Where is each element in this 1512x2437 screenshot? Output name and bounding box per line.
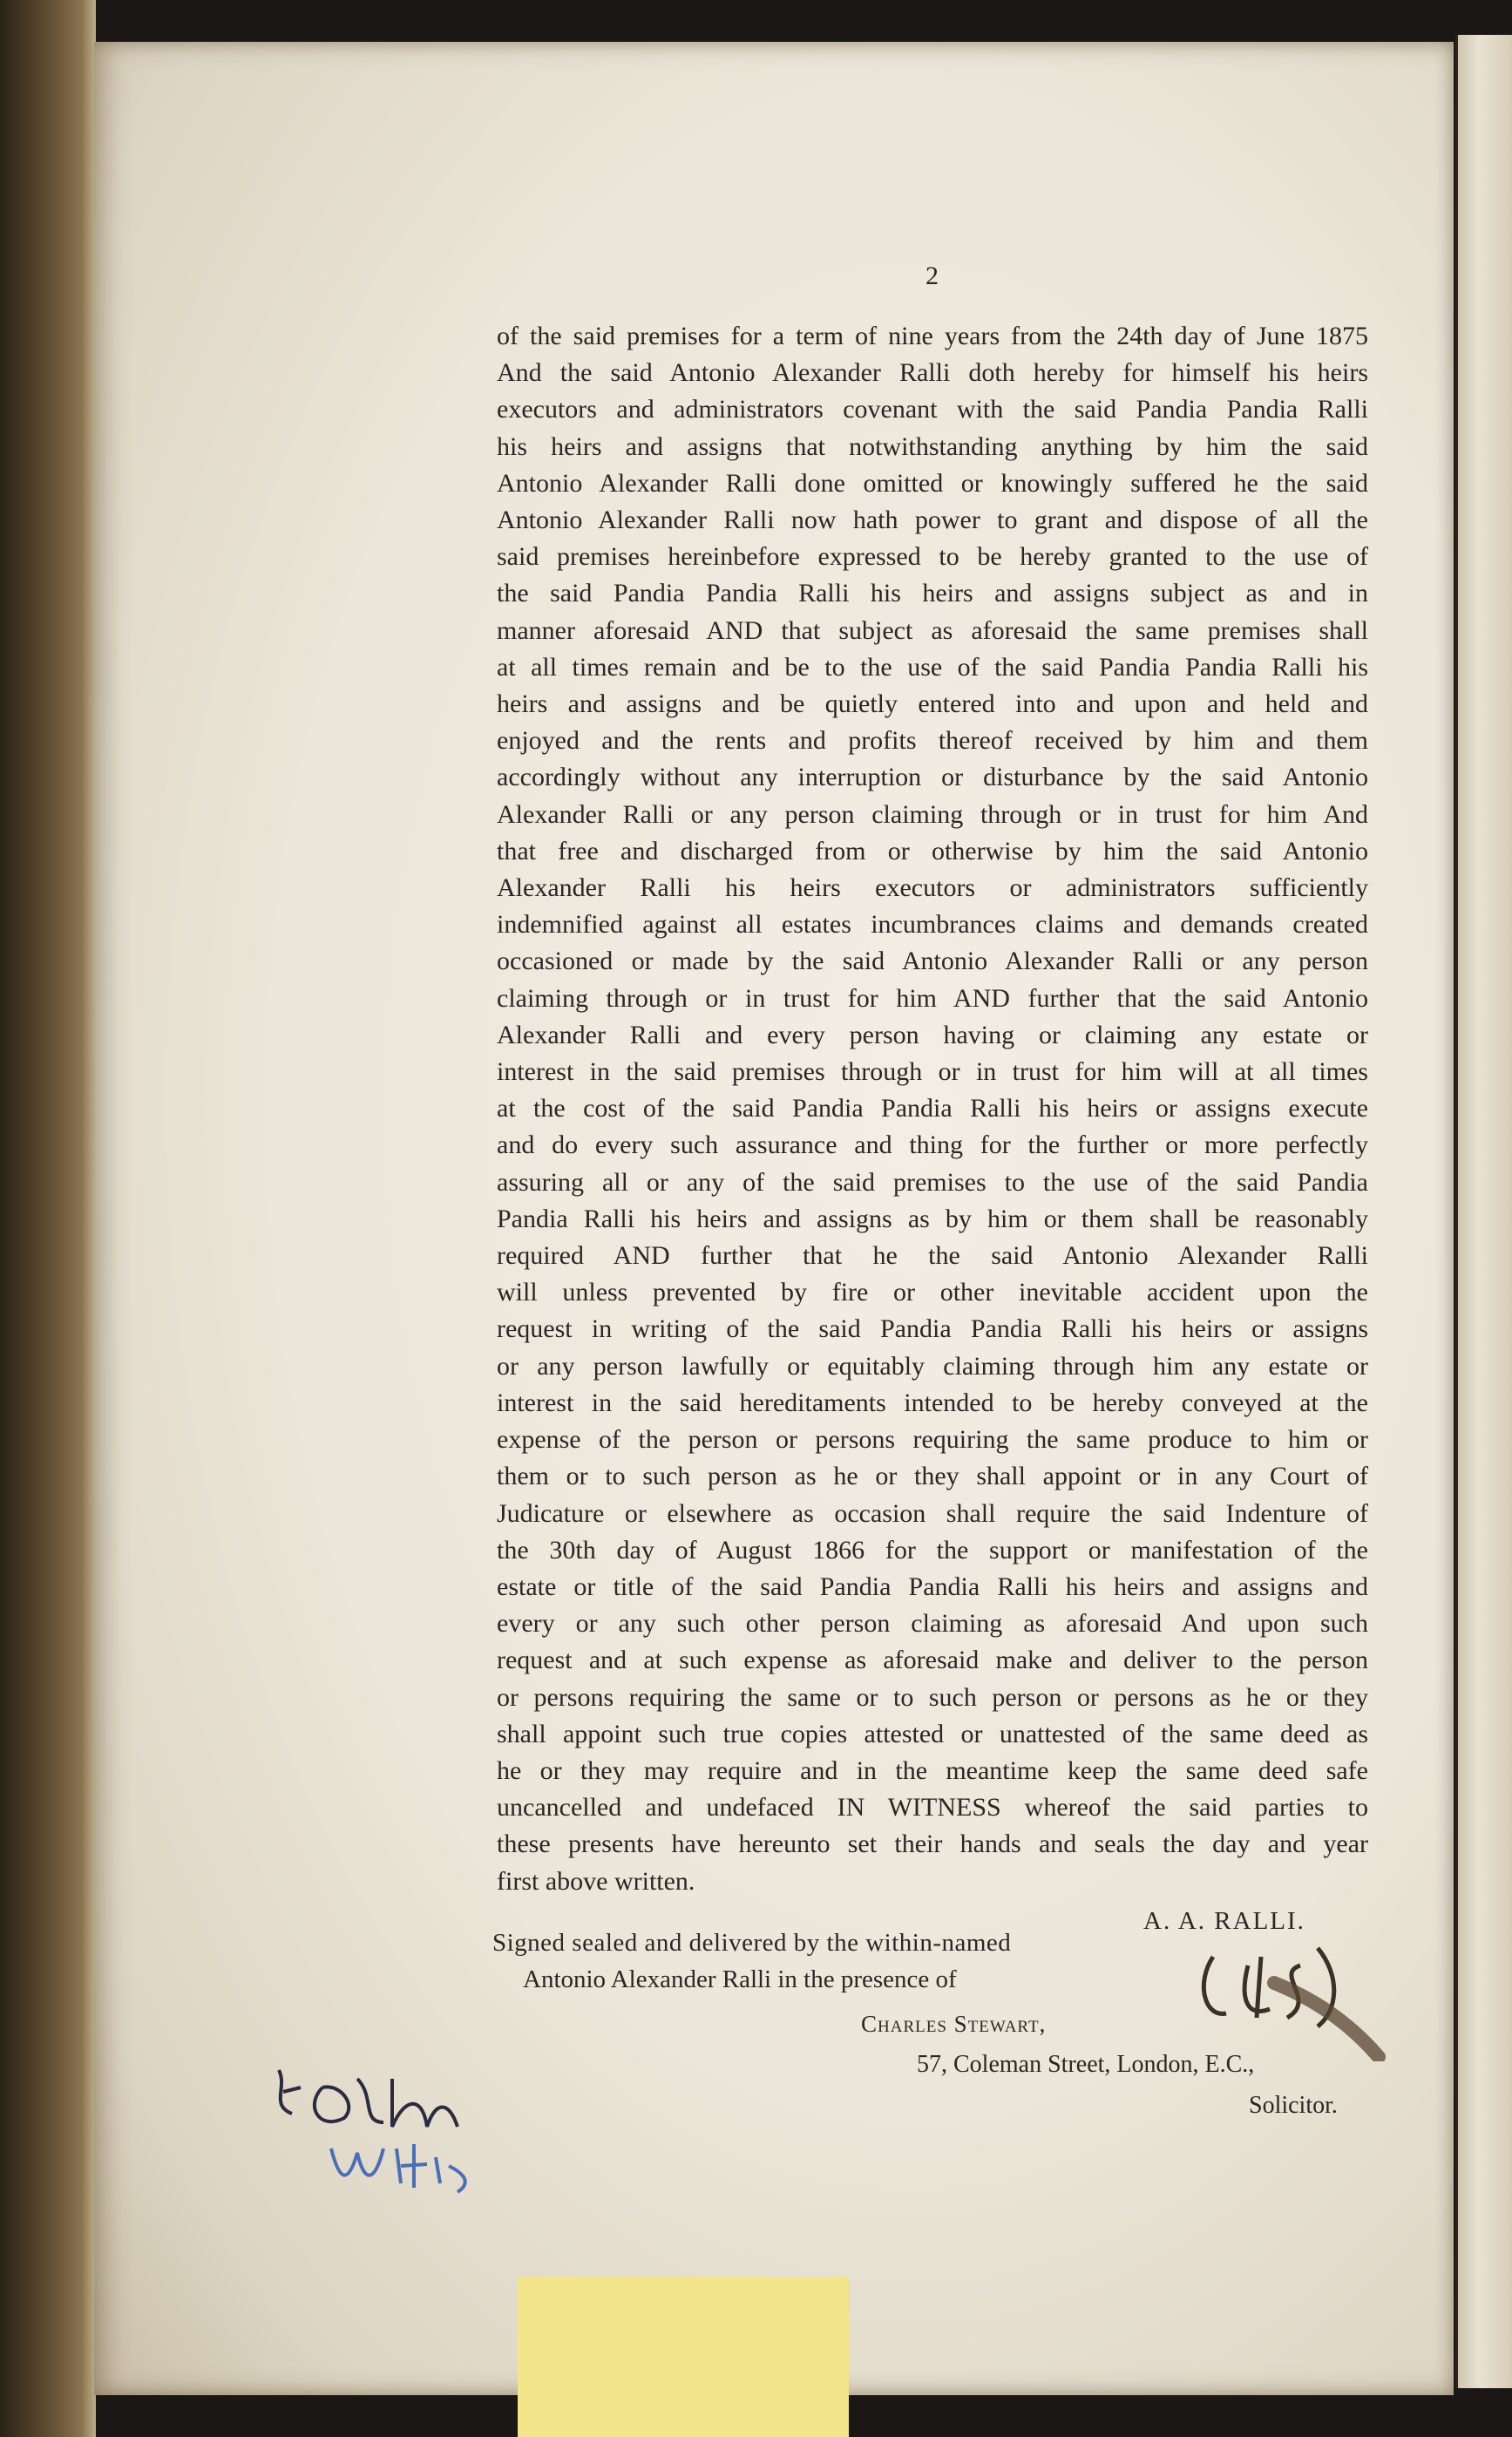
body-line: claiming through or in trust for him AND further that the said Antonio: [497, 983, 1368, 1013]
body-line: the said Pandia Pandia Ralli his heirs and assigns subject as and in: [497, 579, 1368, 608]
deed-body-text: [497, 318, 1368, 1900]
body-line: his heirs and assigns that notwithstanding anything by him the said: [497, 431, 1368, 461]
body-line: uncancelled and undefaced IN WITNESS whereof the said parties to: [497, 1793, 1368, 1823]
body-line: Judicature or elsewhere as occasion shall require the said Indenture of: [497, 1498, 1368, 1528]
facing-page-edge: [1455, 35, 1512, 2388]
body-line: Alexander Ralli and every person having or claiming any estate or: [497, 1020, 1368, 1049]
body-line: heirs and assigns and be quietly entered into and upon and held and: [497, 689, 1368, 719]
signatory-name: A. A. RALLI.: [1143, 1907, 1305, 1935]
body-line: first above written.: [497, 1866, 695, 1896]
handwritten-seal-signature: [1187, 1931, 1387, 2061]
body-line: assuring all or any of the said premises to the use of the said Pandia: [497, 1167, 1368, 1197]
body-line: indemnified against all estates incumbrances claims and demands created: [497, 910, 1368, 940]
body-line: expense of the person or persons requiring the same produce to him or: [497, 1425, 1368, 1455]
body-line: Pandia Ralli his heirs and assigns as by him or them shall be reasonably: [497, 1204, 1368, 1233]
body-line: estate or title of the said Pandia Pandia Ralli his heirs and assigns and: [497, 1571, 1368, 1601]
body-line: Antonio Alexander Ralli done omitted or knowingly suffered he the said: [497, 468, 1368, 498]
body-line: And the said Antonio Alexander Ralli doth hereby for himself his heirs: [497, 358, 1368, 388]
body-line: of the said premises for a term of nine years from the 24th day of June 1875: [497, 322, 1368, 350]
body-line: will unless prevented by fire or other inevitable accident upon the: [497, 1278, 1368, 1307]
body-line: interest in the said premises through or in trust for him will at all times: [497, 1057, 1368, 1087]
body-line: Antonio Alexander Ralli now hath power to grant and dispose of all the: [497, 506, 1368, 535]
handwritten-marginal-initials: [261, 2053, 514, 2210]
body-line: or persons requiring the same or to such person or persons as he or they: [497, 1682, 1368, 1712]
body-line: Alexander Ralli his heirs executors or administrators sufficiently: [497, 873, 1368, 903]
body-line: Alexander Ralli or any person claiming through or in trust for him And: [497, 799, 1368, 829]
paper-tab-marker: [518, 2277, 849, 2437]
body-line: every or any such other person claiming as aforesaid And upon such: [497, 1609, 1368, 1639]
body-line: shall appoint such true copies attested or unattested of the same deed as: [497, 1719, 1368, 1748]
body-line: request in writing of the said Pandia Pandia Ralli his heirs or assigns: [497, 1314, 1368, 1344]
witness-address: 57, Coleman Street, London, E.C.,: [917, 2051, 1255, 2078]
body-line: he or they may require and in the meantime keep the same deed safe: [497, 1755, 1368, 1785]
body-line: request and at such expense as aforesaid make and deliver to the person: [497, 1646, 1368, 1675]
body-line: accordingly without any interruption or disturbance by the said Antonio: [497, 763, 1368, 792]
body-line: said premises hereinbefore expressed to be hereby granted to the use of: [497, 542, 1368, 572]
body-line: these presents have hereunto set their hands and seals the day and year: [497, 1829, 1368, 1859]
body-line: enjoyed and the rents and profits thereof received by him and them: [497, 726, 1368, 756]
book-binding: [0, 0, 96, 2437]
body-line: them or to such person as he or they shall appoint or in any Court of: [497, 1462, 1368, 1491]
attestation-line-2: Antonio Alexander Ralli in the presence of: [523, 1965, 957, 1993]
body-line: interest in the said hereditaments intended to be hereby conveyed at the: [497, 1388, 1368, 1417]
page-number: 2: [926, 261, 939, 290]
body-line: at the cost of the said Pandia Pandia Ralli his heirs or assigns execute: [497, 1094, 1368, 1123]
witness-name: Charles Stewart,: [861, 2011, 1047, 2037]
body-line: manner aforesaid AND that subject as aforesaid the same premises shall: [497, 615, 1368, 645]
witness-role: Solicitor.: [1249, 2092, 1338, 2119]
body-line: and do every such assurance and thing for the further or more perfectly: [497, 1130, 1368, 1160]
body-line: required AND further that he the said Antonio Alexander Ralli: [497, 1241, 1368, 1271]
body-line: at all times remain and be to the use of the said Pandia Pandia Ralli his: [497, 652, 1368, 682]
body-line: executors and administrators covenant with the said Pandia Pandia Ralli: [497, 395, 1368, 424]
body-line: occasioned or made by the said Antonio Alexander Ralli or any person: [497, 947, 1368, 976]
attestation-line-1: Signed sealed and delivered by the within-named: [492, 1929, 1012, 1957]
body-line: or any person lawfully or equitably claiming through him any estate or: [497, 1351, 1368, 1381]
body-line: the 30th day of August 1866 for the support or manifestation of the: [497, 1535, 1368, 1565]
body-line: that free and discharged from or otherwise by him the said Antonio: [497, 836, 1368, 866]
